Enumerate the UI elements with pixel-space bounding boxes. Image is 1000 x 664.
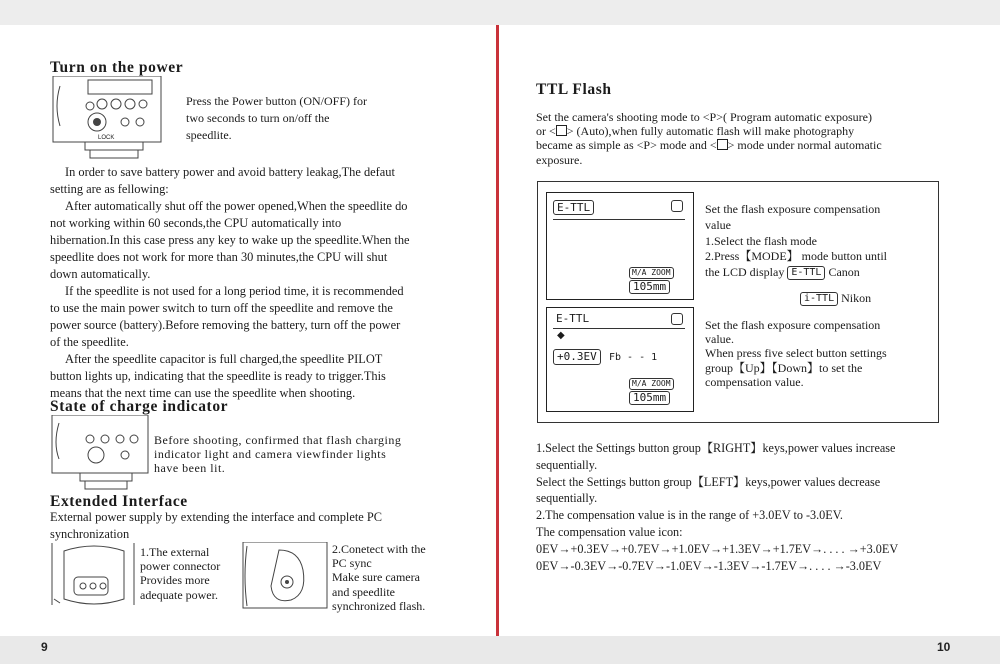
text-line: > (Auto),when fully automatic flash will make photography [566, 124, 855, 139]
text-line: Set the flash exposure compensation [705, 318, 881, 332]
text-line: If the speedlite is not used for a long period time, it is recommended [65, 284, 404, 298]
heading-extended-interface: Extended Interface [50, 493, 188, 510]
text-line: exposure. [536, 152, 583, 167]
text-line: > mode under normal automatic [727, 138, 882, 153]
camera-icon: ◆ [557, 330, 565, 341]
text-line: Set the flash exposure compensation [705, 202, 881, 216]
auto-mode-icon [556, 125, 567, 136]
nikon-label: Nikon [841, 291, 872, 305]
lcd-display-1 [546, 192, 694, 300]
interface-text [50, 509, 382, 543]
nikon-row [800, 291, 871, 306]
box1-text [705, 202, 887, 281]
text-line: Select the Settings button group【LEFT】keys,power values decrease [536, 474, 881, 489]
flash-head-icon [671, 313, 683, 325]
zoom-tag: M/A ZOOM [629, 378, 674, 390]
settings-text [536, 440, 898, 574]
text-line: 1.Select the flash mode [705, 233, 817, 248]
text-line: Set the camera's shooting mode to <P>( Program automatic exposure) [536, 110, 872, 124]
text-line: of the speedlite. [50, 335, 129, 349]
speedlite-charge-illustration [50, 415, 152, 493]
text-line: The compensation value icon: [536, 524, 683, 539]
text-line: sequentially. [536, 491, 598, 506]
page-number-right: 10 [937, 640, 951, 654]
power-connector-illustration [50, 543, 136, 609]
text-line: synchronized flash. [332, 598, 426, 613]
text-line: synchronization [50, 527, 130, 541]
ttl-intro [536, 110, 882, 167]
lcd-divider [553, 328, 685, 329]
power-paragraph [50, 164, 410, 402]
text-line: When press five select button settings [705, 346, 887, 361]
power-instruction-line: Press the Power button (ON/OFF) for [186, 94, 367, 108]
text-line: power connector [140, 559, 221, 574]
text-line: External power supply by extending the interface and complete PC [50, 510, 383, 524]
text-line: power source (battery).Before removing the battery, turn off the power [50, 318, 401, 332]
lock-label: LOCK [98, 135, 115, 141]
text-line: value. [705, 332, 734, 347]
text-line: After the speedlite capacitor is full charged,the speedlite PILOT [65, 352, 383, 366]
text-line: 2.Press【MODE】 mode button until [705, 249, 887, 264]
text-line: button lights up, indicating that the speedlite is ready to trigger.This [50, 369, 386, 383]
text-line: adequate power. [140, 587, 218, 602]
page-number-left: 9 [41, 640, 48, 654]
ev-increase-sequence: 0EV→+0.3EV→+0.7EV→+1.0EV→+1.3EV→+1.7EV→. . . . →+3.0EV [536, 541, 899, 556]
power-instruction-line: speedlite. [186, 128, 232, 142]
page-fold [496, 25, 499, 636]
box2-text [705, 318, 887, 389]
zoom-tag: M/A ZOOM [629, 267, 674, 279]
text-line: compensation value. [705, 374, 804, 389]
canon-label: Canon [828, 265, 860, 280]
text-line: Make sure camera [332, 570, 420, 585]
heading-turn-on-power: Turn on the power [50, 59, 184, 76]
ettl-indicator: E-TTL [553, 200, 594, 215]
text-line: and speedlite [332, 584, 395, 599]
ettl-indicator: E-TTL [556, 312, 590, 325]
text-line: 1.Select the Settings button group【RIGHT】keys,power values increase [536, 441, 896, 455]
text-line: After automatically shut off the power opened,When the speedlite do [65, 199, 408, 213]
text-line: PC sync [332, 556, 372, 571]
power-instruction-line: two seconds to turn on/off the [186, 111, 330, 125]
text-line: 1.The external [140, 545, 210, 559]
zoom-value: 105mm [629, 391, 670, 405]
text-line: In order to save battery power and avoid battery leakag,The defaut [65, 165, 395, 179]
fb-indicator: Fb - - 1 [609, 352, 658, 363]
text-line: down automatically. [50, 267, 151, 281]
text-line: became as simple as <P> mode and < [536, 138, 717, 153]
text-line: have been lit. [154, 461, 226, 476]
text-line: Before shooting, confirmed that flash charging [154, 433, 402, 447]
pc-sync-text [332, 542, 426, 613]
auto-mode-icon [717, 139, 728, 150]
text-line: means that the next time can use the speedlite when shooting. [50, 386, 356, 400]
text-line: the LCD display [705, 265, 785, 280]
text-line: value [705, 217, 731, 232]
text-line: speedlite does not work for more than 30 minutes,the CPU will shut [50, 250, 388, 264]
text-line: indicator light and camera viewfinder lights [154, 447, 387, 462]
pc-sync-illustration [241, 542, 329, 610]
text-line: group【Up】【Down】to set the [705, 360, 863, 375]
zoom-value: 105mm [629, 280, 670, 294]
heading-charge-indicator: State of charge indicator [50, 398, 229, 415]
ittl-icon: i-TTL [800, 292, 838, 306]
ettl-icon: E-TTL [787, 266, 825, 280]
text-line: sequentially. [536, 457, 598, 472]
lcd-divider [553, 219, 685, 220]
text-line: or < [536, 124, 556, 139]
speedlite-back-illustration [50, 76, 165, 163]
text-line: not working within 60 seconds,the CPU automatically into [50, 216, 342, 230]
power-connector-text [140, 545, 220, 602]
compensation-value: +0.3EV [553, 349, 601, 365]
text-line: 2.The compensation value is in the range of +3.0EV to -3.0EV. [536, 508, 843, 523]
flash-head-icon [671, 200, 683, 212]
page-footer [0, 636, 1000, 664]
lcd-display-2 [546, 307, 694, 412]
text-line: setting are as fellowing: [50, 182, 169, 196]
power-instruction [186, 93, 367, 144]
text-line: hibernation.In this case press any key to wake up the speedlite.When the [50, 233, 410, 247]
charge-text [154, 433, 401, 476]
text-line: Provides more [140, 573, 210, 588]
ev-decrease-sequence: 0EV→-0.3EV→-0.7EV→-1.0EV→-1.3EV→-1.7EV→. . . . →-3.0EV [536, 558, 882, 573]
text-line: to use the main power switch to turn off the speedlite and remove the [50, 301, 393, 315]
heading-ttl-flash: TTL Flash [536, 81, 612, 98]
text-line: 2.Conetect with the [332, 542, 426, 556]
